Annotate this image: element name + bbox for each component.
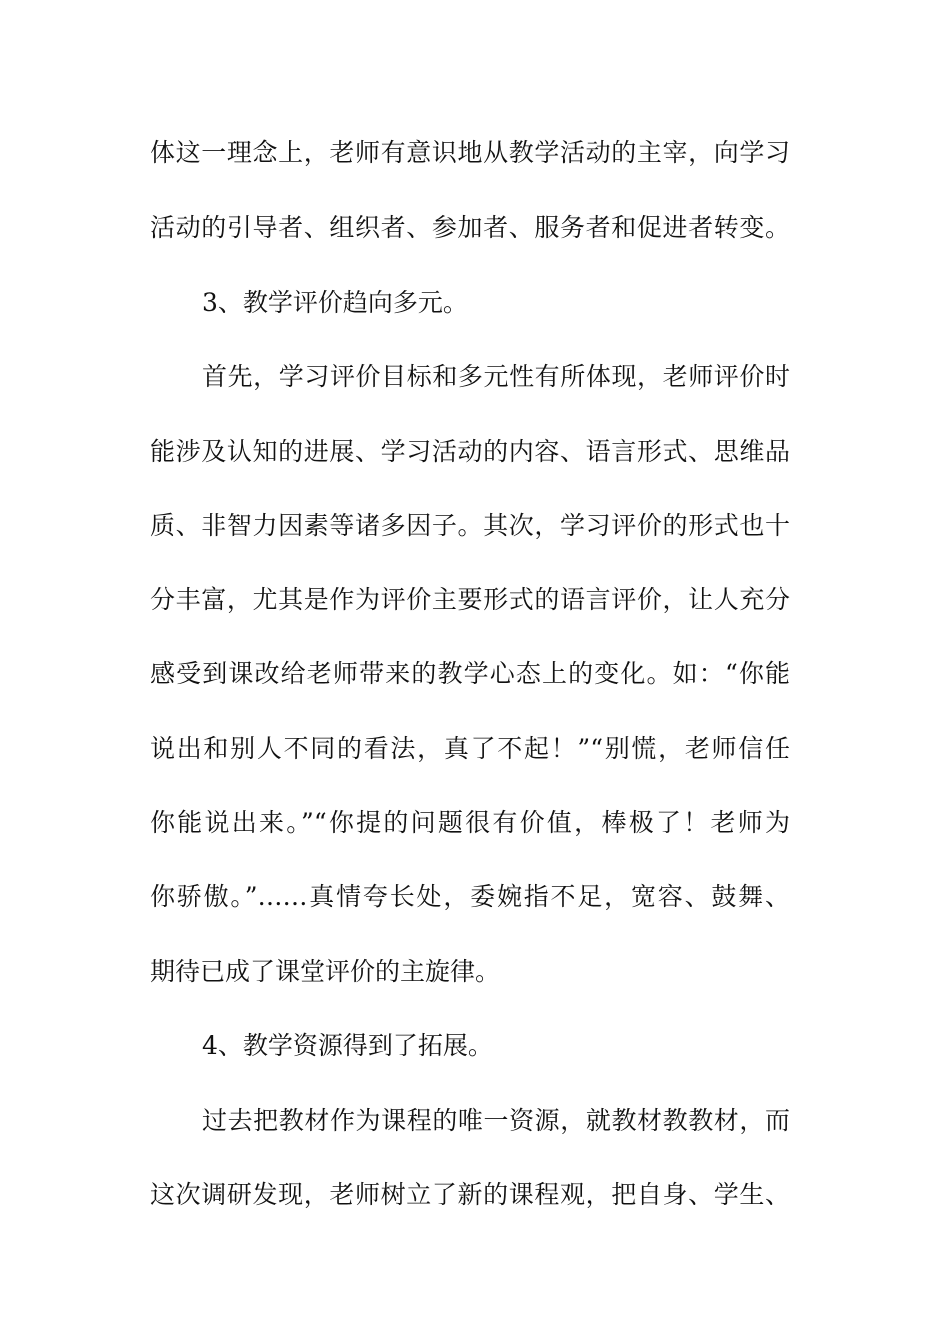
text-line: 能涉及认知的进展、学习活动的内容、语言形式、思维品 [150, 437, 790, 466]
text-line: 首先，学习评价目标和多元性有所体现，老师评价时 [202, 362, 790, 391]
text-line: 你能说出来。”“你提的问题很有价值，棒极了！老师为 [150, 808, 790, 837]
text-line: 过去把教材作为课程的唯一资源，就教材教教材，而 [202, 1106, 790, 1135]
text-line: 感受到课改给老师带来的教学心态上的变化。如：“你能 [150, 659, 790, 688]
text-line: 你骄傲。”……真情夸长处，委婉指不足，宽容、鼓舞、 [150, 882, 790, 911]
text-line: 这次调研发现，老师树立了新的课程观，把自身、学生、 [150, 1180, 790, 1209]
text-line: 说出和别人不同的看法，真了不起！”“别慌，老师信任 [150, 734, 790, 763]
text-line: 活动的引导者、组织者、参加者、服务者和促进者转变。 [150, 213, 790, 242]
text-line: 体这一理念上，老师有意识地从教学活动的主宰，向学习 [150, 138, 790, 167]
text-line: 期待已成了课堂评价的主旋律。 [150, 957, 501, 986]
text-line: 分丰富，尤其是作为评价主要形式的语言评价，让人充分 [150, 585, 790, 614]
section-heading: 4、教学资源得到了拓展。 [202, 1031, 493, 1060]
text-line: 质、非智力因素等诸多因子。其次，学习评价的形式也十 [150, 511, 790, 540]
section-heading: 3、教学评价趋向多元。 [202, 288, 468, 317]
